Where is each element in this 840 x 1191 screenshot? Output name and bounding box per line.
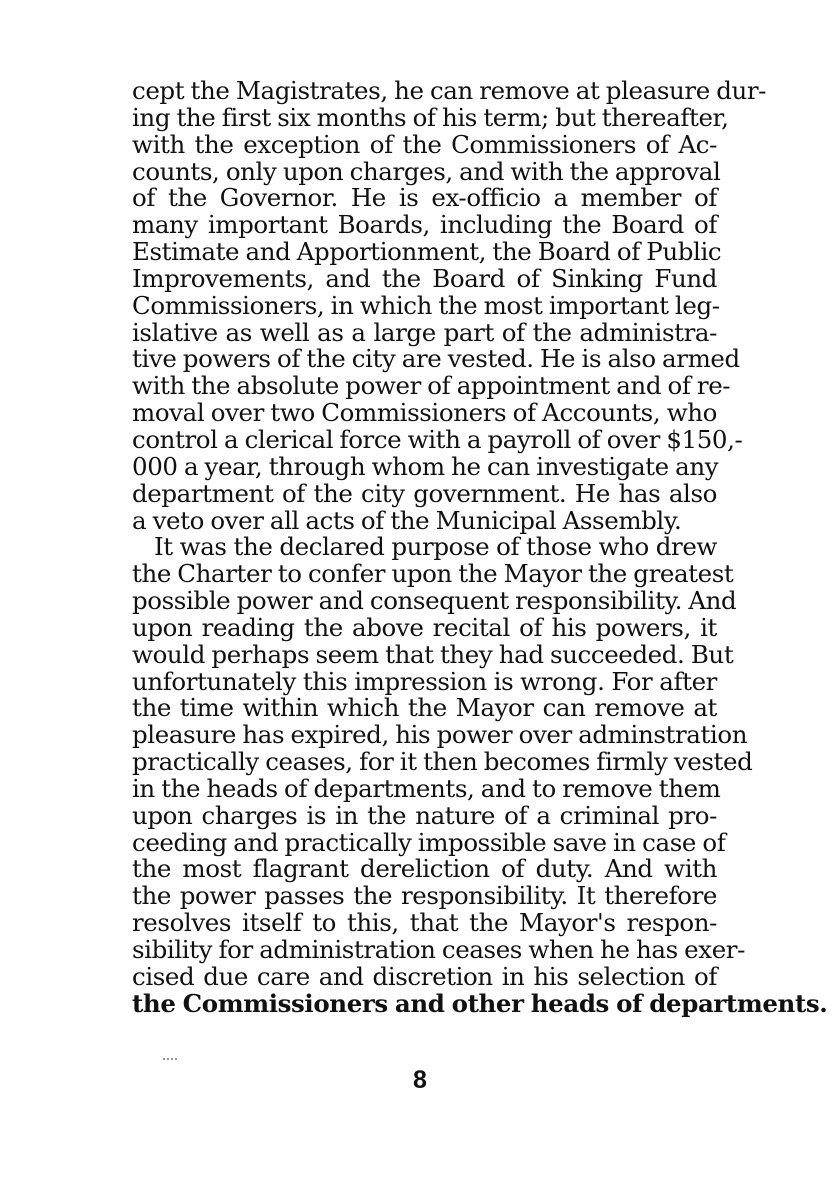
text-line: upon charges is in the nature of a criminal pro- [132, 800, 717, 830]
text-line: ceeding and practically impossible save in case of [132, 827, 726, 857]
text-line: in the heads of departments, and to remove them [132, 773, 721, 803]
text-line: Estimate and Apportionment, the Board of Public [132, 237, 722, 267]
text-line: pleasure has expired, his power over adminstration [132, 720, 748, 750]
text-line: with the exception of the Commissioners of Ac- [132, 129, 717, 159]
text-line: sibility for administration ceases when he has exer- [132, 935, 745, 964]
text-line: practically ceases, for it then becomes firmly vested [132, 747, 753, 777]
text-line: many important Boards, including the Board of [132, 210, 717, 240]
text-line: department of the city government. He has also [132, 478, 717, 508]
text-line: cised due care and discretion in his selection of [132, 961, 717, 991]
text-line: It was the declared purpose of those who drew [154, 532, 717, 562]
text-line: the Charter to confer upon the Mayor the greatest [132, 559, 734, 589]
text-line: Improvements, and the Board of Sinking Fund [132, 263, 717, 293]
text-line: cept the Magistrates, he can remove at pleasure dur- [132, 76, 767, 105]
text-line: the time within which the Mayor can remove at [132, 693, 717, 723]
text-line: tive powers of the city are vested. He is also armed [132, 344, 740, 374]
print-speck-marks [163, 1058, 177, 1064]
text-line: counts, only upon charges, and with the approval [132, 156, 721, 186]
text-line: the power passes the responsibility. It therefore [132, 881, 717, 911]
text-line: would perhaps seem that they had succeeded. But [132, 639, 734, 669]
text-line: unfortunately this impression is wrong. For after [132, 666, 717, 696]
text-line: control a clerical force with a payroll of over $150,- [132, 424, 743, 454]
text-line: the Commissioners and other heads of departments. [132, 988, 828, 1018]
page-body [132, 76, 828, 1018]
page-number: 8 [413, 1066, 427, 1094]
text-line: resolves itself to this, that the Mayor's respon- [132, 908, 717, 938]
text-line: ing the first six months of his term; but thereafter, [132, 102, 729, 132]
paragraph-1 [132, 76, 767, 535]
text-line: the most flagrant dereliction of duty. And with [132, 854, 717, 884]
text-line: of the Governor. He is ex-officio a member of [132, 183, 717, 213]
text-line: Commissioners, in which the most important leg- [132, 290, 720, 320]
text-line: with the absolute power of appointment and of re- [132, 371, 731, 401]
text-line: upon reading the above recital of his powers, it [132, 612, 717, 642]
paragraph-2 [132, 532, 828, 1018]
text-line: possible power and consequent responsibility. And [132, 586, 737, 616]
text-line: islative as well as a large part of the administra- [132, 317, 717, 347]
text-line: 000 a year, through whom he can investigate any [132, 451, 719, 481]
text-line: a veto over all acts of the Municipal Assembly. [132, 505, 682, 535]
text-line: moval over two Commissioners of Accounts, who [132, 398, 717, 428]
